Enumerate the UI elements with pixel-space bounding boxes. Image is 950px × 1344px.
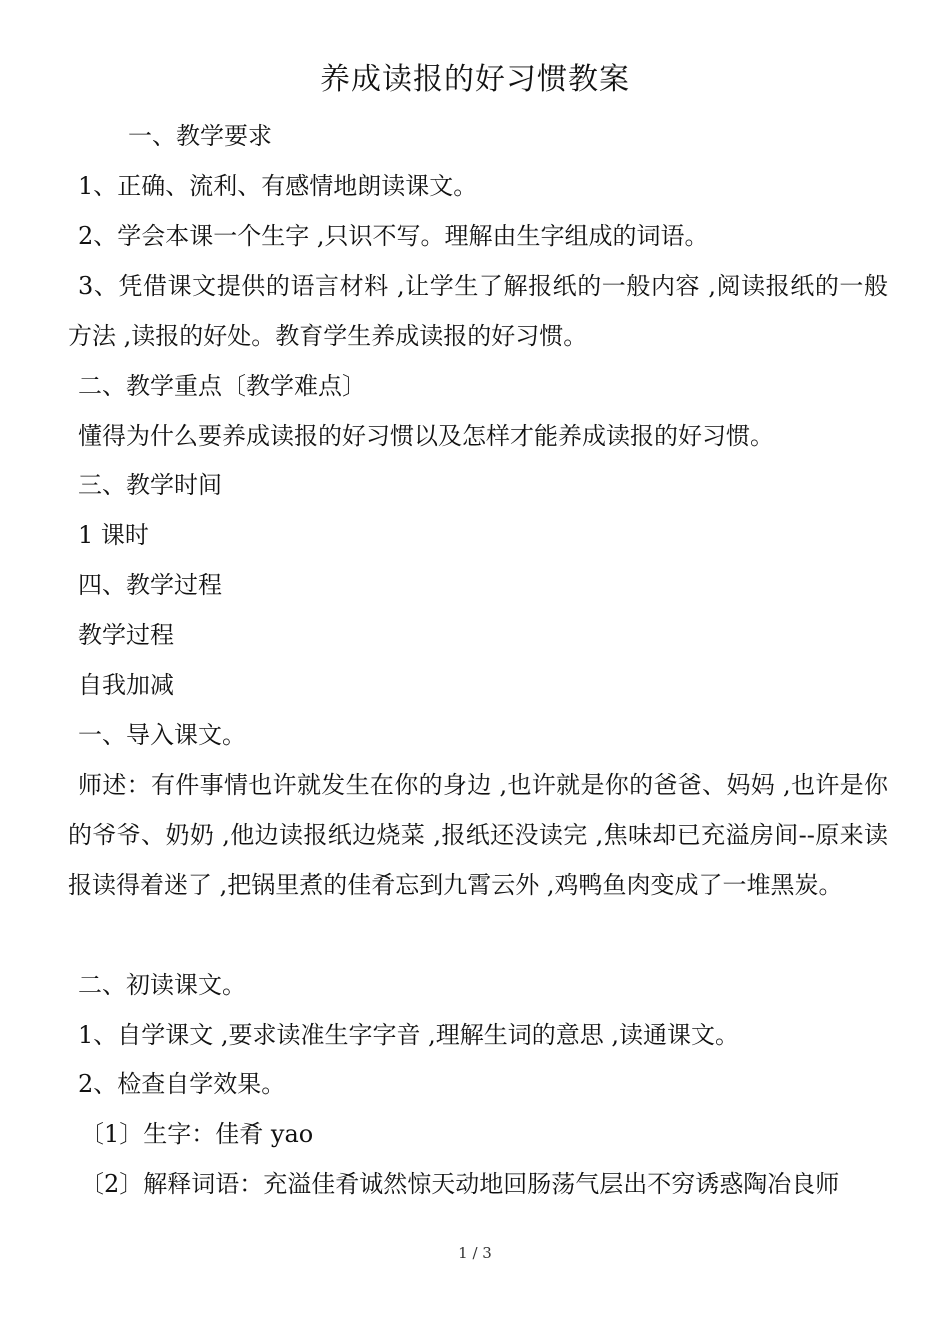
step-heading-first-reading: 二、初读课文。 xyxy=(78,971,246,999)
section-heading-teaching-requirements: 一、教学要求 xyxy=(128,122,272,150)
process-label: 教学过程 xyxy=(78,621,174,649)
requirement-item-2: 2、学会本课一个生字 ,只识不写。理解由生字组成的词语。 xyxy=(78,222,709,250)
first-reading-item-2: 2、检查自学效果。 xyxy=(78,1070,286,1098)
key-points-text: 懂得为什么要养成读报的好习惯以及怎样才能养成读报的好习惯。 xyxy=(78,422,774,450)
first-reading-sub-1: 〔1〕生字：佳肴 yao xyxy=(80,1120,314,1148)
requirement-item-3: 3、凭借课文提供的语言材料 ,让学生了解报纸的一般内容 ,阅读报纸的一般方法 ,读报的好处。教育学生养成读报的好习惯。 xyxy=(68,272,888,350)
step-heading-introduction: 一、导入课文。 xyxy=(78,721,246,749)
section-heading-key-points: 二、教学重点〔教学难点〕 xyxy=(78,372,366,400)
document-title: 养成读报的好习惯教案 xyxy=(320,62,630,97)
section-heading-teaching-time: 三、教学时间 xyxy=(78,471,222,499)
introduction-paragraph: 师述：有件事情也许就发生在你的身边 ,也许就是你的爸爸、妈妈 ,也许是你的爷爷、奶奶 ,他边读报纸边烧菜 ,报纸还没读完 ,焦味却已充溢房间--原来读报读得着迷了 ,把锅里煮的佳肴忘到九霄云外 ,鸡鸭鱼肉变成了一堆黑炭。 xyxy=(68,771,888,899)
first-reading-sub-2: 〔2〕解释词语：充溢佳肴诚然惊天动地回肠荡气层出不穷诱惑陶冶良师 xyxy=(80,1170,840,1198)
first-reading-item-1: 1、自学课文 ,要求读准生字字音 ,理解生词的意思 ,读通课文。 xyxy=(78,1021,740,1049)
self-adjust-label: 自我加减 xyxy=(78,671,174,699)
requirement-item-1: 1、正确、流利、有感情地朗读课文。 xyxy=(78,172,478,200)
teaching-time-text: 1 课时 xyxy=(78,521,149,549)
page-indicator: 1 / 3 xyxy=(458,1244,492,1262)
section-heading-teaching-process: 四、教学过程 xyxy=(78,571,222,599)
